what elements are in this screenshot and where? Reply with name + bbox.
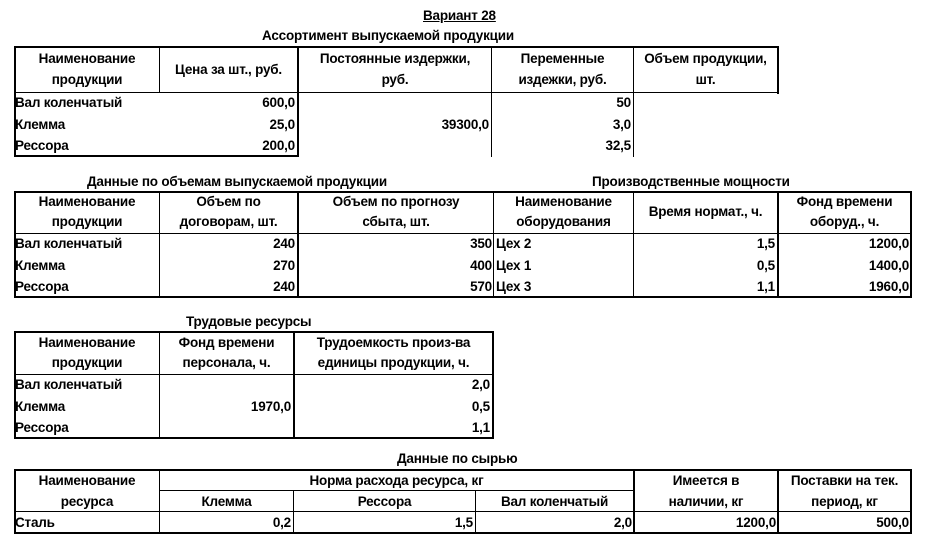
row-fund: 1200,0 bbox=[868, 236, 909, 251]
row-contracts: 240 bbox=[273, 236, 295, 251]
row-forecast: 400 bbox=[470, 258, 492, 273]
row-name: Вал коленчатый bbox=[15, 95, 123, 110]
header-name-line2: продукции bbox=[51, 355, 123, 370]
row-variable: 32,5 bbox=[605, 138, 631, 153]
row-stock: 1200,0 bbox=[735, 515, 776, 530]
header-fixed-line1: Постоянные издержки, bbox=[319, 51, 471, 66]
header-name-line1: Наименование bbox=[38, 335, 136, 350]
header-supply-line2: период, кг bbox=[811, 494, 878, 509]
header-norm: Время нормат., ч. bbox=[648, 204, 763, 219]
fixed-costs-value: 39300,0 bbox=[441, 117, 489, 132]
header-contracts-line1: Объем по bbox=[196, 194, 261, 209]
raw-title: Данные по сырью bbox=[397, 451, 518, 466]
row-name: Клемма bbox=[15, 399, 66, 414]
volumes-title: Данные по объемам выпускаемой продукции bbox=[87, 174, 387, 189]
row-ressora: 1,5 bbox=[454, 515, 473, 530]
header-name-line2: продукции bbox=[51, 214, 123, 229]
header-stock-line2: наличии, кг bbox=[668, 494, 744, 509]
row-name: Рессора bbox=[15, 420, 69, 435]
row-equipment: Цех 1 bbox=[496, 258, 532, 273]
row-contracts: 270 bbox=[273, 258, 295, 273]
header-name-line2: ресурса bbox=[60, 494, 114, 509]
header-name-line1: Наименование bbox=[38, 51, 136, 66]
row-intensity: 2,0 bbox=[471, 377, 490, 392]
header-fund-line1: Фонд времени bbox=[178, 335, 275, 350]
row-name: Рессора bbox=[15, 279, 69, 294]
header-fund-line2: оборуд., ч. bbox=[809, 214, 880, 229]
row-price: 200,0 bbox=[262, 138, 295, 153]
row-klemma: 0,2 bbox=[272, 515, 291, 530]
labor-fund-value: 1970,0 bbox=[250, 399, 291, 414]
labor-title: Трудовые ресурсы bbox=[186, 314, 312, 329]
header-name-line2: продукции bbox=[51, 72, 123, 87]
row-price: 25,0 bbox=[269, 117, 295, 132]
row-name: Вал коленчатый bbox=[15, 236, 123, 251]
row-name: Вал коленчатый bbox=[15, 377, 123, 392]
header-val: Вал коленчатый bbox=[500, 494, 609, 509]
row-val: 2,0 bbox=[613, 515, 632, 530]
header-forecast-line1: Объем по прогнозу bbox=[332, 194, 460, 209]
row-name: Рессора bbox=[15, 138, 69, 153]
row-norm: 0,5 bbox=[756, 258, 775, 273]
header-equipment-line2: оборудования bbox=[516, 214, 611, 229]
row-supply: 500,0 bbox=[876, 515, 909, 530]
header-forecast-line2: сбыта, шт. bbox=[362, 214, 430, 229]
header-stock-line1: Имеется в bbox=[672, 473, 740, 488]
header-supply-line1: Поставки на тек. bbox=[790, 473, 899, 488]
row-intensity: 0,5 bbox=[471, 399, 490, 414]
header-variable-line2: издежки, руб. bbox=[518, 72, 607, 87]
header-klemma: Клемма bbox=[201, 494, 252, 509]
row-fund: 1960,0 bbox=[868, 279, 909, 294]
header-fund-line1: Фонд времени bbox=[796, 194, 893, 209]
row-fund: 1400,0 bbox=[868, 258, 909, 273]
row-forecast: 570 bbox=[470, 279, 492, 294]
header-equipment-line1: Наименование bbox=[515, 194, 612, 209]
header-intensity-line2: единицы продукции, ч. bbox=[317, 355, 470, 370]
row-name: Клемма bbox=[15, 117, 66, 132]
header-volume-line1: Объем продукции, bbox=[644, 51, 767, 66]
row-name: Клемма bbox=[15, 258, 66, 273]
header-name-line1: Наименование bbox=[38, 473, 136, 488]
row-forecast: 350 bbox=[470, 236, 492, 251]
header-intensity-line1: Трудоемкость произ-ва bbox=[316, 335, 471, 350]
row-norm: 1,5 bbox=[756, 236, 775, 251]
header-price: Цена за шт., руб. bbox=[175, 62, 282, 77]
row-equipment: Цех 3 bbox=[496, 279, 532, 294]
capacity-title: Производственные мощности bbox=[592, 174, 790, 189]
header-fixed-line2: руб. bbox=[381, 72, 409, 87]
header-variable-line1: Переменные bbox=[520, 51, 605, 66]
row-norm: 1,1 bbox=[756, 279, 775, 294]
row-equipment: Цех 2 bbox=[496, 236, 532, 251]
row-variable: 3,0 bbox=[612, 117, 631, 132]
header-consumption-norm: Норма расхода ресурса, кг bbox=[309, 473, 484, 488]
row-intensity: 1,1 bbox=[471, 420, 490, 435]
row-contracts: 240 bbox=[273, 279, 295, 294]
row-price: 600,0 bbox=[262, 95, 295, 110]
header-name-line1: Наименование bbox=[38, 194, 136, 209]
row-name: Сталь bbox=[15, 515, 55, 530]
header-fund-line2: персонала, ч. bbox=[182, 355, 271, 370]
variant-title: Вариант 28 bbox=[423, 8, 496, 23]
row-variable: 50 bbox=[616, 95, 631, 110]
header-volume-line2: шт. bbox=[695, 72, 716, 87]
header-ressora: Рессора bbox=[357, 494, 412, 509]
header-contracts-line2: договорам, шт. bbox=[179, 214, 278, 229]
assortment-title: Ассортимент выпускаемой продукции bbox=[262, 28, 514, 43]
